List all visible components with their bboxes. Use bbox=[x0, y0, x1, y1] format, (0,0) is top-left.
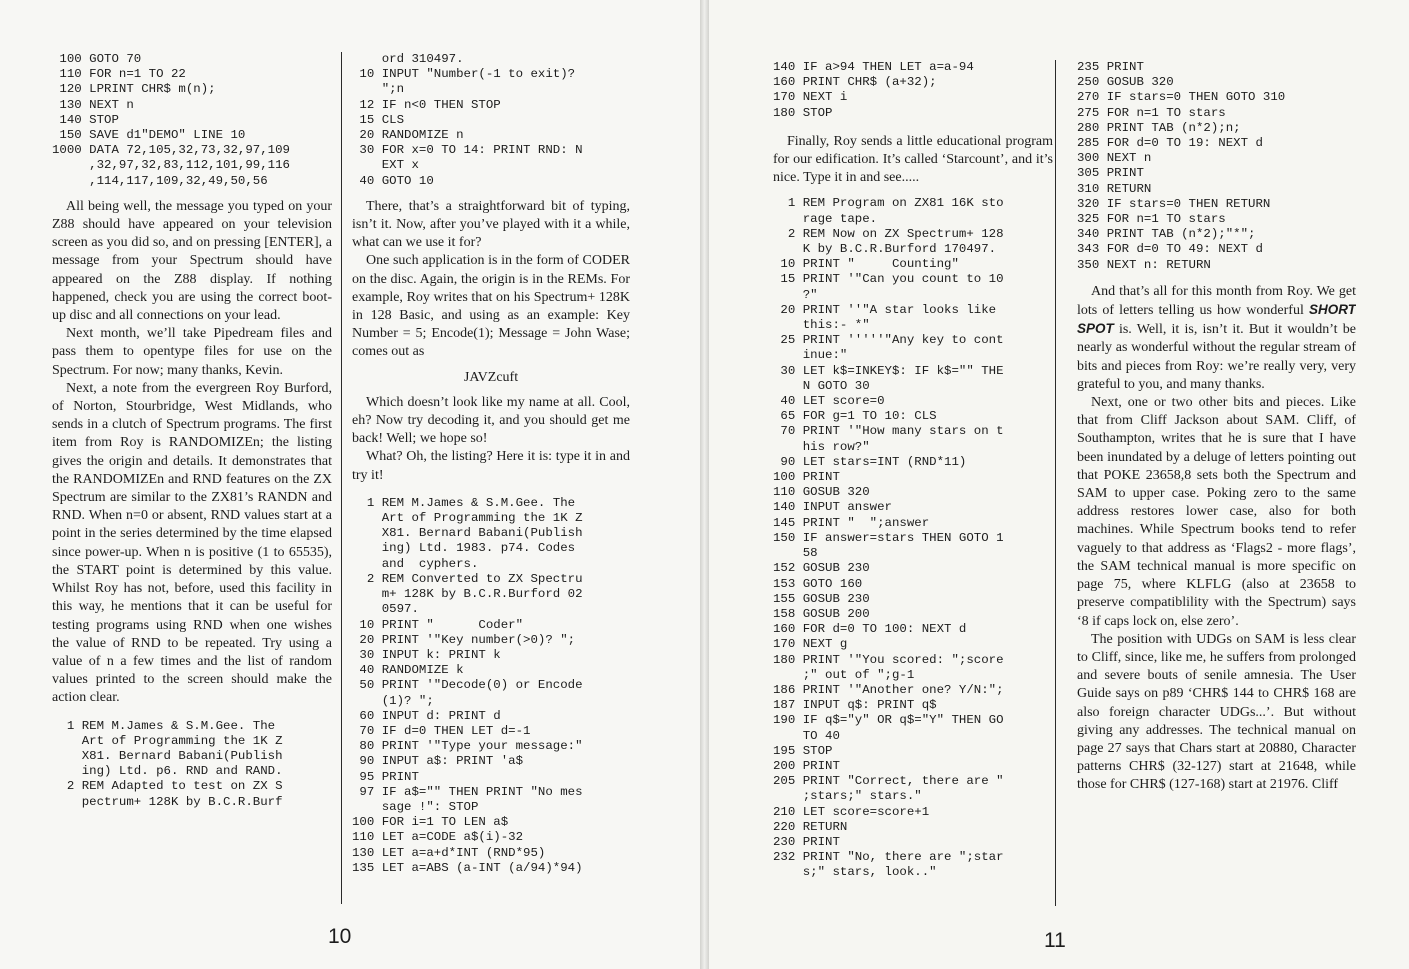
code-line: 210 LET score=score+1 bbox=[773, 804, 930, 819]
code-line: 325 FOR n=1 TO stars bbox=[1077, 212, 1226, 227]
code-line: 160 FOR d=0 TO 100: NEXT d bbox=[773, 622, 967, 637]
code-line: 170 NEXT g bbox=[773, 637, 848, 652]
code-line: 60 INPUT d: PRINT d bbox=[352, 708, 501, 723]
code-line: K by B.C.R.Burford 170497. bbox=[773, 242, 997, 257]
code-line: 153 GOTO 160 bbox=[773, 576, 863, 591]
code-line: X81. Bernard Babani(Publish bbox=[352, 526, 583, 541]
code-line: 186 PRINT '"Another one? Y/N:"; bbox=[773, 682, 1004, 697]
code-line: 100 PRINT bbox=[773, 470, 840, 485]
code-line: 150 SAVE d1"DEMO" LINE 10 bbox=[52, 128, 246, 143]
code-line: 152 GOSUB 230 bbox=[773, 561, 870, 576]
book-gutter bbox=[700, 0, 709, 969]
brand-name: SHORT SPOT bbox=[1077, 302, 1356, 337]
code-line: 140 IF a>94 THEN LET a=a-94 bbox=[773, 60, 974, 74]
code-line: 135 LET a=ABS (a-INT (a/94)*94) bbox=[352, 860, 583, 875]
code-line: 195 STOP bbox=[773, 743, 833, 758]
code-line: 170 NEXT i bbox=[773, 90, 848, 105]
code-line: 232 PRINT "No, there are ";star bbox=[773, 850, 1004, 865]
code-line: ing) Ltd. p6. RND and RAND. bbox=[52, 764, 283, 779]
code-line: 2 REM Converted to ZX Spectru bbox=[352, 571, 583, 586]
code-line: 120 LPRINT CHR$ m(n); bbox=[52, 82, 216, 97]
paragraph-text: And that’s all for this month from Roy. We get lots of letters telling us how wonderful bbox=[1077, 283, 1356, 319]
paragraph: Next, one or two other bits and pieces. Like that from Cliff Jackson about SAM. Cliff, of Southampton, writes that he is sure that I have been inundated by a deluge of letters pointing out that POKE 23658,8 sets both the Spectrum and SAM to upper case. Poking zero to the same address restores lower case, also for both machines. While Spectrum books tend to refer vaguely to that address as ‘Flags2 - more flags’, the SAM technical manual is more specific on page 75, where KLFLG (also at 23658 to preserve compatiblility with the Spectrum) says ‘8 if caps lock on, else zero’. bbox=[1077, 395, 1356, 629]
code-line: 100 GOTO 70 bbox=[52, 52, 142, 66]
column-rule bbox=[1055, 60, 1056, 906]
code-line: 100 FOR i=1 TO LEN a$ bbox=[352, 815, 509, 830]
paragraph-text: is. Well, it is, isn’t it. But it wouldn’t be nearly as wonderful without the regular stream of bits and pieces from Roy: we’re really very, very grateful to you, and many thanks. bbox=[1077, 322, 1356, 392]
code-line: 1 REM M.James & S.M.Gee. The bbox=[352, 495, 576, 510]
code-listing bbox=[52, 719, 332, 810]
code-line: 95 PRINT bbox=[352, 769, 419, 784]
paragraph: What? Oh, the listing? Here it is: type it in and try it! bbox=[352, 449, 630, 483]
code-line: 20 PRINT ''"A star looks like bbox=[773, 302, 997, 317]
column-rule bbox=[341, 52, 342, 904]
code-line: 1000 DATA 72,105,32,73,32,97,109 bbox=[52, 143, 290, 158]
right-page bbox=[709, 0, 1409, 969]
code-line: ord 310497. bbox=[352, 52, 464, 66]
code-line: 280 PRINT TAB (n*2);n; bbox=[1077, 120, 1241, 135]
code-line: 30 LET k$=INKEY$: IF k$="" THE bbox=[773, 363, 1004, 378]
paragraph: There, that’s a straightforward bit of typing, isn’t it. Now, after you’ve played with it a while, what can we use it for? bbox=[352, 198, 630, 251]
code-line: ?" bbox=[773, 287, 818, 302]
code-line: 205 PRINT "Correct, there are " bbox=[773, 774, 1004, 789]
code-line: ,114,117,109,32,49,50,56 bbox=[52, 173, 268, 188]
paragraph: Next, a note from the evergreen Roy Burford, of Norton, Stourbridge, West Midlands, who sends in a clutch of Spectrum programs. The first item from Roy is RANDOMIZEn; the listing gives the origin and details. It demonstrates that the RANDOMIZEn and RND features on the ZX Spectrum are similar to the ZX81’s RANDN and RND. When n=0 or absent, RND values start at a point in the series determined by the time elapsed since power-up. When n is positive (1 to 65535), the START point is determined by this value. Whilst Roy has not, before, used this facility in this way, he mentions that it can be useful for testing programs using RND when one wishes the value of RND to be repeated. Try using a value of n a few times and the list of random values printed to the screen should make the action clear. bbox=[52, 380, 332, 706]
code-line: 10 PRINT " Counting" bbox=[773, 257, 959, 272]
code-line: 305 PRINT bbox=[1077, 166, 1144, 181]
code-listing bbox=[52, 52, 332, 189]
code-line: 200 PRINT bbox=[773, 758, 840, 773]
code-line: 300 NEXT n bbox=[1077, 151, 1152, 166]
code-line: 140 INPUT answer bbox=[773, 500, 892, 515]
code-line: 160 PRINT CHR$ (a+32); bbox=[773, 75, 937, 90]
code-line: 15 PRINT '"Can you count to 10 bbox=[773, 272, 1004, 287]
code-line: ;" out of ";g-1 bbox=[773, 667, 915, 682]
code-line: ,32,97,32,83,112,101,99,116 bbox=[52, 158, 290, 173]
code-line: 1 REM Program on ZX81 16K sto bbox=[773, 196, 1004, 211]
code-listing bbox=[352, 496, 630, 876]
paragraph: One such application is in the form of CODER on the disc. Again, the origin is in the REMs. For example, Roy writes that on his Spectrum+ 128K in 128 Basic, and using as an example: Key Number = 5; Encode(1); Message = John Wase; comes out as bbox=[352, 253, 630, 360]
code-line: ing) Ltd. 1983. p74. Codes bbox=[352, 541, 576, 556]
code-line: 190 IF q$="y" OR q$="Y" THEN GO bbox=[773, 713, 1004, 728]
right-column-2 bbox=[1077, 60, 1356, 795]
page-number: 10 bbox=[328, 925, 352, 948]
code-line: 343 FOR d=0 TO 49: NEXT d bbox=[1077, 242, 1263, 257]
code-line: 10 PRINT " Coder" bbox=[352, 617, 524, 632]
code-line: 40 RANDOMIZE k bbox=[352, 663, 464, 678]
code-listing bbox=[773, 196, 1053, 880]
code-line: 140 STOP bbox=[52, 112, 119, 127]
code-listing bbox=[773, 60, 1053, 121]
code-line: 275 FOR n=1 TO stars bbox=[1077, 105, 1226, 120]
code-line: 187 INPUT q$: PRINT q$ bbox=[773, 698, 937, 713]
code-line: 1 REM M.James & S.M.Gee. The bbox=[52, 718, 276, 733]
code-line: ";n bbox=[352, 82, 405, 97]
code-line: and cyphers. bbox=[352, 556, 479, 571]
code-line: 20 RANDOMIZE n bbox=[352, 128, 464, 143]
code-line: 285 FOR d=0 TO 19: NEXT d bbox=[1077, 136, 1263, 151]
code-line: 230 PRINT bbox=[773, 834, 840, 849]
paragraph bbox=[1077, 283, 1356, 394]
paragraph: Next month, we’ll take Pipedream files and pass them to opentype files for use on the Spectrum. For now; many thanks, Kevin. bbox=[52, 326, 332, 378]
code-line: ;stars;" stars." bbox=[773, 789, 922, 804]
code-line: 15 CLS bbox=[352, 112, 405, 127]
code-line: 145 PRINT " ";answer bbox=[773, 515, 930, 530]
code-listing bbox=[352, 52, 630, 189]
code-line: 220 RETURN bbox=[773, 819, 848, 834]
code-line: 80 PRINT '"Type your message:" bbox=[352, 739, 583, 754]
code-line: sage !": STOP bbox=[352, 799, 479, 814]
left-page bbox=[0, 0, 700, 969]
code-line: 2 REM Now on ZX Spectrum+ 128 bbox=[773, 226, 1004, 241]
page-number: 11 bbox=[1044, 929, 1066, 952]
code-line: 40 LET score=0 bbox=[773, 394, 885, 409]
code-line: his row?" bbox=[773, 439, 870, 454]
code-line: EXT x bbox=[352, 158, 419, 173]
code-line: (1)? "; bbox=[352, 693, 434, 708]
code-line: pectrum+ 128K by B.C.R.Burf bbox=[52, 794, 283, 809]
code-line: 155 GOSUB 230 bbox=[773, 591, 870, 606]
code-line: 180 PRINT '"You scored: ";score bbox=[773, 652, 1004, 667]
paragraph: All being well, the message you typed on your Z88 should have appeared on your television screen as you did so, and on pressing [ENTER], a message from your Spectrum should have appeared on the Z88 display. If nothing happened, check you are using the correct boot-up disc and all connections on your lead. bbox=[52, 198, 332, 324]
left-column-1 bbox=[52, 52, 332, 810]
code-line: 310 RETURN bbox=[1077, 181, 1152, 196]
code-line: 40 GOTO 10 bbox=[352, 173, 434, 188]
code-line: 30 INPUT k: PRINT k bbox=[352, 647, 501, 662]
code-line: 65 FOR g=1 TO 10: CLS bbox=[773, 409, 937, 424]
code-line: X81. Bernard Babani(Publish bbox=[52, 748, 283, 763]
code-listing bbox=[1077, 60, 1356, 273]
code-line: 340 PRINT TAB (n*2);"*"; bbox=[1077, 227, 1256, 242]
code-line: 50 PRINT '"Decode(0) or Encode bbox=[352, 678, 583, 693]
code-line: TO 40 bbox=[773, 728, 840, 743]
code-line: 2 REM Adapted to test on ZX S bbox=[52, 779, 283, 794]
left-column-2 bbox=[352, 52, 630, 876]
right-column-1 bbox=[773, 60, 1053, 881]
code-line: 10 INPUT "Number(-1 to exit)? bbox=[352, 67, 576, 82]
code-line: this:- *" bbox=[773, 318, 870, 333]
code-line: 97 IF a$="" THEN PRINT "No mes bbox=[352, 784, 583, 799]
code-line: 12 IF n<0 THEN STOP bbox=[352, 97, 501, 112]
code-line: m+ 128K by B.C.R.Burford 02 bbox=[352, 587, 583, 602]
code-line: 110 FOR n=1 TO 22 bbox=[52, 67, 186, 82]
code-line: 250 GOSUB 320 bbox=[1077, 75, 1174, 90]
code-line: 180 STOP bbox=[773, 105, 833, 120]
code-line: 20 PRINT '"Key number(>0)? "; bbox=[352, 632, 576, 647]
paragraph: Which doesn’t look like my name at all. Cool, eh? Now try decoding it, and you should get me back! Well; we hope so! bbox=[352, 394, 630, 447]
code-line: 70 PRINT '"How many stars on t bbox=[773, 424, 1004, 439]
code-line: 130 NEXT n bbox=[52, 97, 134, 112]
code-line: 270 IF stars=0 THEN GOTO 310 bbox=[1077, 90, 1286, 105]
code-line: N GOTO 30 bbox=[773, 378, 870, 393]
code-line: 150 IF answer=stars THEN GOTO 1 bbox=[773, 530, 1004, 545]
paragraph: The position with UDGs on SAM is less clear to Cliff, since, like me, he suffers from prolonged and severe bouts of senile amnesia. The User Guide says on p89 ‘CHR$ 144 to CHR$ 168 are also foreign character UDGs...’. But without giving any addresses. The technical manual on page 27 says that Chars start at 20880, Character patterns CHR$ (32-127) start at 21648, while those for CHR$ (127-168) start at 21976. Cliff bbox=[1077, 631, 1356, 793]
encoded-message: JAVZcuft bbox=[463, 369, 519, 385]
code-line: 70 IF d=0 THEN LET d=-1 bbox=[352, 723, 531, 738]
code-line: 110 LET a=CODE a$(i)-32 bbox=[352, 830, 524, 845]
code-line: 30 FOR x=0 TO 14: PRINT RND: N bbox=[352, 143, 583, 158]
code-line: 58 bbox=[773, 546, 818, 561]
code-line: 0597. bbox=[352, 602, 419, 617]
code-line: 158 GOSUB 200 bbox=[773, 606, 870, 621]
paragraph: Finally, Roy sends a little educational program for our edification. It’s called ‘Starcount’, and it’s nice. Type it in and see..... bbox=[773, 133, 1053, 186]
code-line: 110 GOSUB 320 bbox=[773, 485, 870, 500]
code-line: 25 PRINT '''''"Any key to cont bbox=[773, 333, 1004, 348]
code-line: Art of Programming the 1K Z bbox=[352, 511, 583, 526]
code-line: 90 LET stars=INT (RND*11) bbox=[773, 454, 967, 469]
code-line: rage tape. bbox=[773, 211, 878, 226]
code-line: inue:" bbox=[773, 348, 848, 363]
code-line: 235 PRINT bbox=[1077, 60, 1144, 74]
code-line: s;" stars, look.." bbox=[773, 865, 937, 880]
code-line: Art of Programming the 1K Z bbox=[52, 733, 283, 748]
code-line: 90 INPUT a$: PRINT 'a$ bbox=[352, 754, 524, 769]
code-line: 130 LET a=a+d*INT (RND*95) bbox=[352, 845, 546, 860]
code-line: 350 NEXT n: RETURN bbox=[1077, 257, 1211, 272]
code-line: 320 IF stars=0 THEN RETURN bbox=[1077, 196, 1271, 211]
